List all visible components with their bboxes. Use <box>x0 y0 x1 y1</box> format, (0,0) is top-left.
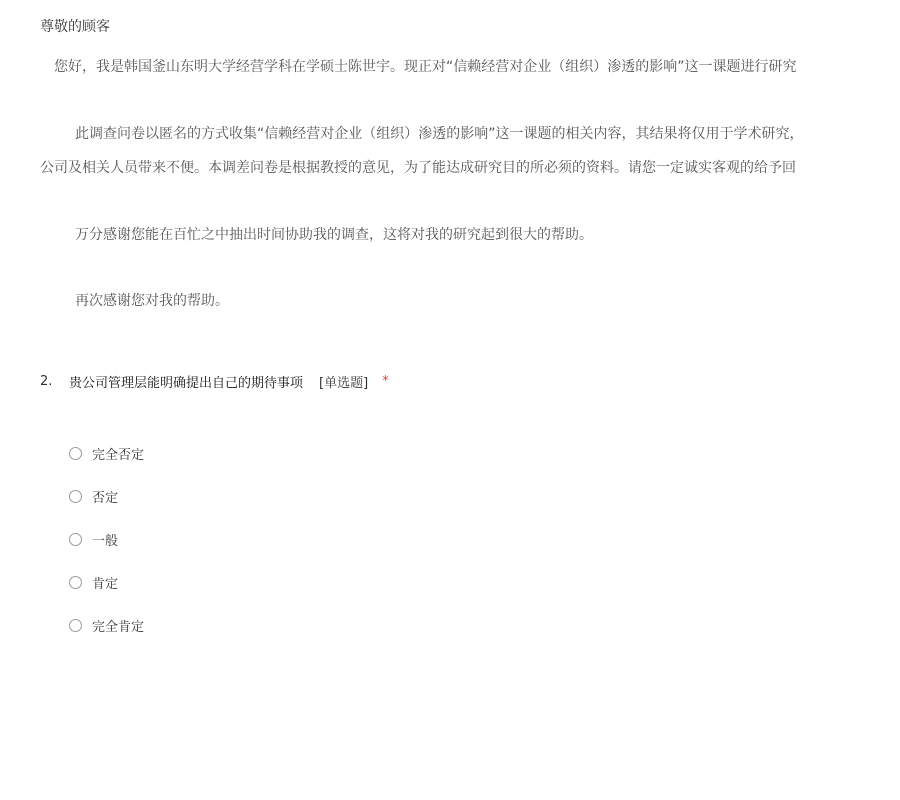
privacy-paragraph-line-1: 此调查问卷以匿名的方式收集“信赖经营对企业（组织）渗透的影响”这一课题的相关内容，其结果将仅用于学术研究， <box>75 126 804 142</box>
question-title <box>40 372 389 391</box>
option-label: 完全否定 <box>92 447 145 463</box>
question-number: 2. <box>40 374 53 389</box>
greeting-heading: 尊敬的顾客 <box>40 19 110 35</box>
privacy-paragraph-line-2: 公司及相关人员带来不便。本调差问卷是根据教授的意见，为了能达成研究目的所必须的资料。请您一定诚实客观的给予回 <box>40 160 796 176</box>
option-label: 肯定 <box>92 576 119 592</box>
option-label: 完全肯定 <box>92 619 145 635</box>
required-mark: * <box>382 374 389 389</box>
question-text: 贵公司管理层能明确提出自己的期待事项 <box>69 376 304 391</box>
option-completely-positive[interactable] <box>69 615 144 635</box>
radio-button[interactable] <box>69 533 82 546</box>
option-completely-negative[interactable] <box>69 443 144 463</box>
option-neutral[interactable] <box>69 529 144 549</box>
radio-button[interactable] <box>69 490 82 503</box>
option-positive[interactable] <box>69 572 144 592</box>
option-negative[interactable] <box>69 486 144 506</box>
radio-button[interactable] <box>69 619 82 632</box>
option-label: 一般 <box>92 533 119 549</box>
intro-paragraph: 您好，我是韩国釜山东明大学经营学科在学硕士陈世宇。现正对“信赖经营对企业（组织）渗透的影响”这一课题进行研究 <box>54 59 797 75</box>
radio-button[interactable] <box>69 576 82 589</box>
thanks-paragraph: 万分感谢您能在百忙之中抽出时间协助我的调查，这将对我的研究起到很大的帮助。 <box>75 227 593 243</box>
question-type-label: [单选题] <box>319 376 369 391</box>
answer-options <box>69 443 144 658</box>
option-label: 否定 <box>92 490 119 506</box>
closing-paragraph: 再次感谢您对我的帮助。 <box>75 293 229 309</box>
radio-button[interactable] <box>69 447 82 460</box>
